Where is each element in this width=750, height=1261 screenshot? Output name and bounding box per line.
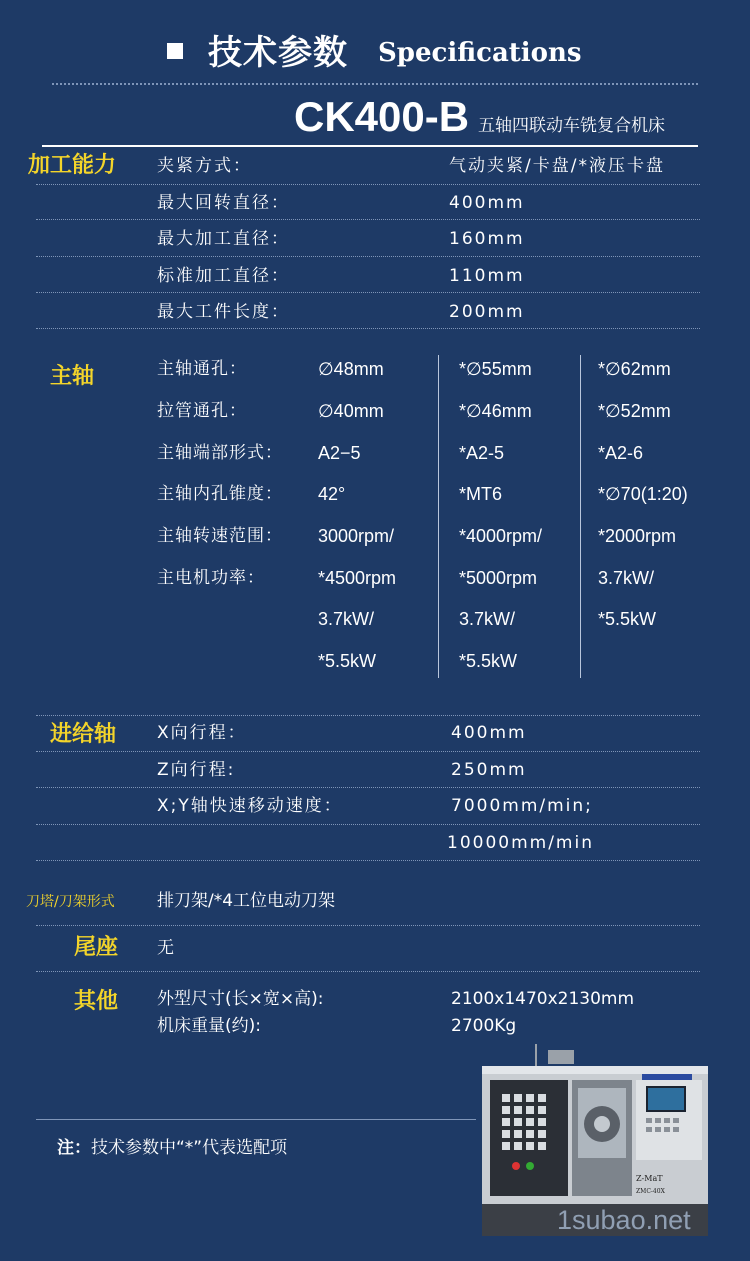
spec-value: 2700Kg (451, 1016, 517, 1036)
spindle-col1-value: 3000rpm/ (318, 526, 395, 546)
category-feed: 进给轴 (50, 722, 117, 747)
spec-label: 机床重量(约): (157, 1016, 261, 1036)
row-divider (36, 860, 700, 861)
spindle-col1-value: A2−5 (318, 443, 361, 463)
spec-value: 110mm (449, 266, 525, 286)
category-others: 其他 (74, 989, 119, 1014)
spec-label: X;Y轴快速移动速度： (157, 796, 343, 816)
spec-label: Z向行程: (157, 760, 236, 780)
spec-label: 最大加工直径： (157, 229, 290, 249)
model-subtitle: 五轴四联动车铣复合机床 (478, 116, 665, 136)
header-bullet-square (167, 43, 183, 59)
page-title-zh: 技术参数 (208, 33, 348, 73)
category-tailstock: 尾座 (74, 935, 119, 960)
footer-divider (36, 1119, 476, 1120)
page-title-en: Specifications (378, 38, 582, 68)
spindle-label: 主轴转速范围： (157, 526, 283, 546)
spindle-col1-value: *5.5kW (318, 651, 377, 671)
spec-value: 200mm (449, 302, 525, 322)
category-turret: 刀塔/刀架形式 (26, 894, 115, 910)
spindle-col1-value: 42° (318, 484, 346, 504)
column-divider (438, 355, 439, 678)
spindle-col2-value: *MT6 (459, 484, 503, 504)
machine-model-plate: ZMC-40X (636, 1188, 665, 1195)
watermark: 1subao.net (557, 1205, 691, 1235)
spec-value: 400mm (449, 193, 525, 213)
spec-value: 2100x1470x2130mm (451, 989, 635, 1009)
spindle-label: 拉管通孔： (157, 401, 247, 421)
spec-value: 气动夹紧/卡盘/*液压卡盘 (449, 156, 665, 176)
spec-value: 7000mm/min; (451, 796, 593, 816)
row-divider (36, 787, 700, 788)
spindle-col1-value: ∅40mm (318, 401, 384, 421)
row-divider (36, 328, 700, 329)
spec-value: 250mm (451, 760, 527, 780)
row-divider (36, 824, 700, 825)
turret-value: 排刀架/*4工位电动刀架 (157, 891, 336, 911)
spindle-col3-value: *A2-6 (598, 443, 644, 463)
spindle-col1-value: 3.7kW/ (318, 609, 375, 629)
footnote-text: 技术参数中“*”代表选配项 (91, 1138, 288, 1158)
model-name: CK400-B (294, 93, 470, 140)
spindle-label: 主轴通孔： (157, 359, 247, 379)
spindle-col3-value: *∅70(1:20) (598, 484, 688, 504)
spindle-col2-value: *∅46mm (459, 401, 532, 421)
row-divider (36, 184, 700, 185)
spec-label: 外型尺寸(长×宽×高): (157, 989, 324, 1009)
spec-value: 160mm (449, 229, 525, 249)
spec-label: 夹紧方式： (157, 156, 252, 176)
spindle-label: 主轴端部形式： (157, 443, 283, 463)
spindle-col1-value: ∅48mm (318, 359, 384, 379)
row-divider (36, 292, 700, 293)
tailstock-value: 无 (157, 938, 176, 958)
spindle-col2-value: *5000rpm (459, 568, 538, 588)
spindle-label: 主电机功率： (157, 568, 265, 588)
spindle-col2-value: *5.5kW (459, 651, 518, 671)
spec-label: 最大工件长度： (157, 302, 290, 322)
section-divider (36, 715, 700, 716)
spec-label: 标准加工直径： (157, 266, 290, 286)
footnote (57, 1136, 287, 1160)
spindle-col2-value: 3.7kW/ (459, 609, 516, 629)
row-divider (36, 256, 700, 257)
category-spindle: 主轴 (50, 364, 95, 389)
footnote-prefix: 注： (57, 1138, 91, 1158)
row-divider (36, 925, 700, 926)
spindle-label: 主轴内孔锥度： (157, 484, 283, 504)
spec-value: 400mm (451, 723, 527, 743)
spec-label: X向行程： (157, 723, 247, 743)
model-underline (42, 145, 698, 147)
spindle-col3-value: *5.5kW (598, 609, 657, 629)
column-divider (580, 355, 581, 678)
header-divider (52, 83, 698, 85)
spindle-col2-value: *4000rpm/ (459, 526, 543, 546)
row-divider (36, 219, 700, 220)
spindle-col2-value: *A2-5 (459, 443, 505, 463)
spec-label: 最大回转直径： (157, 193, 290, 213)
category-machining: 加工能力 (28, 153, 117, 178)
spec-value: 10000mm/min (447, 833, 594, 853)
spindle-col3-value: *2000rpm (598, 526, 677, 546)
spindle-col3-value: 3.7kW/ (598, 568, 655, 588)
spindle-col3-value: *∅62mm (598, 359, 671, 379)
spindle-col3-value: *∅52mm (598, 401, 671, 421)
row-divider (36, 751, 700, 752)
spindle-col2-value: *∅55mm (459, 359, 532, 379)
spindle-col1-value: *4500rpm (318, 568, 397, 588)
row-divider (36, 971, 700, 972)
machine-brand-label: Z-MaT (636, 1174, 663, 1183)
